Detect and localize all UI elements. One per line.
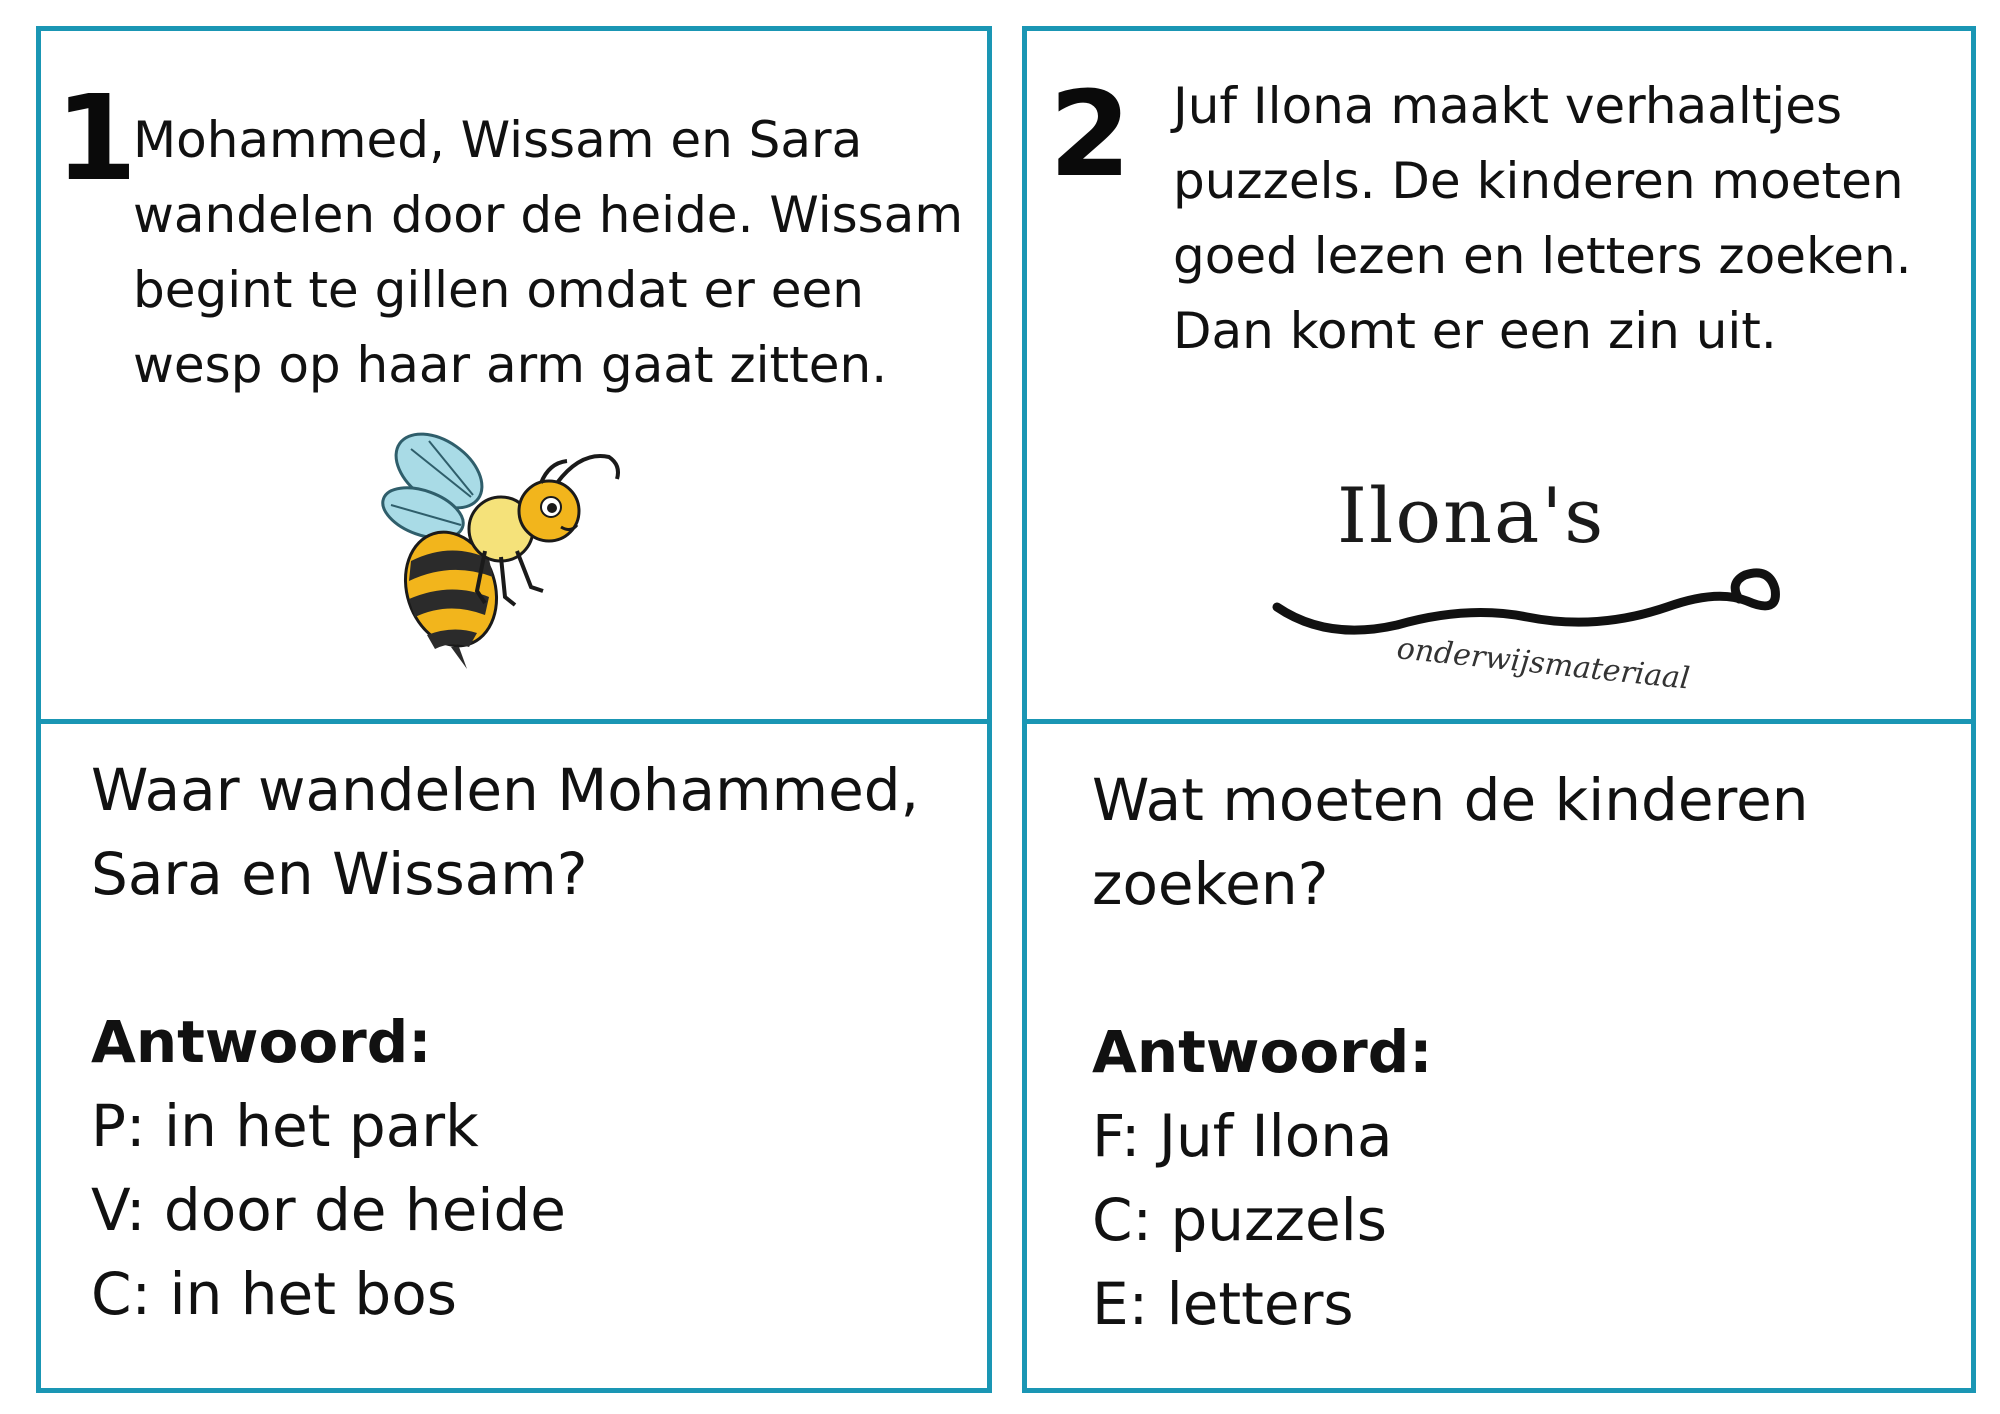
logo (1267, 471, 1807, 721)
card-2-option-e[interactable]: E: letters (1092, 1270, 1354, 1338)
card-1-story-panel (36, 26, 992, 724)
card-1-option-c[interactable]: C: in het bos (91, 1260, 457, 1328)
card-1-question: Waar wandelen Mohammed, Sara en Wissam? Antwoord: P: in het park V: door de heide C: in het bos (91, 748, 919, 1336)
card-2-story: Juf Ilona maakt verhaaltjes puzzels. De kinderen moeten goed lezen en letters zoeken. Dan komt er een zin uit. (1173, 77, 1912, 360)
logo-title: Ilona's (1337, 471, 1606, 560)
card-2-number: 2 (1049, 65, 1132, 203)
card-2-question: Wat moeten de kinderen zoeken? Antwoord: F: Juf Ilona C: puzzels E: letters (1092, 758, 1809, 1346)
card-1-option-v[interactable]: V: door de heide (91, 1176, 566, 1244)
card-2-question-panel (1022, 719, 1976, 1393)
wasp-icon (381, 421, 641, 671)
card-2-option-c[interactable]: C: puzzels (1092, 1186, 1387, 1254)
card-1-answer-label: Antwoord: (91, 1008, 432, 1076)
card-2-story-panel (1022, 26, 1976, 724)
card-2-option-f[interactable]: F: Juf Ilona (1092, 1102, 1393, 1170)
card-2-answer-label: Antwoord: (1092, 1018, 1433, 1086)
card-1-option-p[interactable]: P: in het park (91, 1092, 479, 1160)
card-1-question-panel (36, 719, 992, 1393)
card-1-number: 1 (55, 69, 138, 207)
card-1-story: Mohammed, Wissam en Sara wandelen door de heide. Wissam begint te gillen omdat er een wesp op haar arm gaat zitten. (133, 111, 964, 394)
logo-subtitle: onderwijsmateriaal (1395, 631, 1692, 697)
